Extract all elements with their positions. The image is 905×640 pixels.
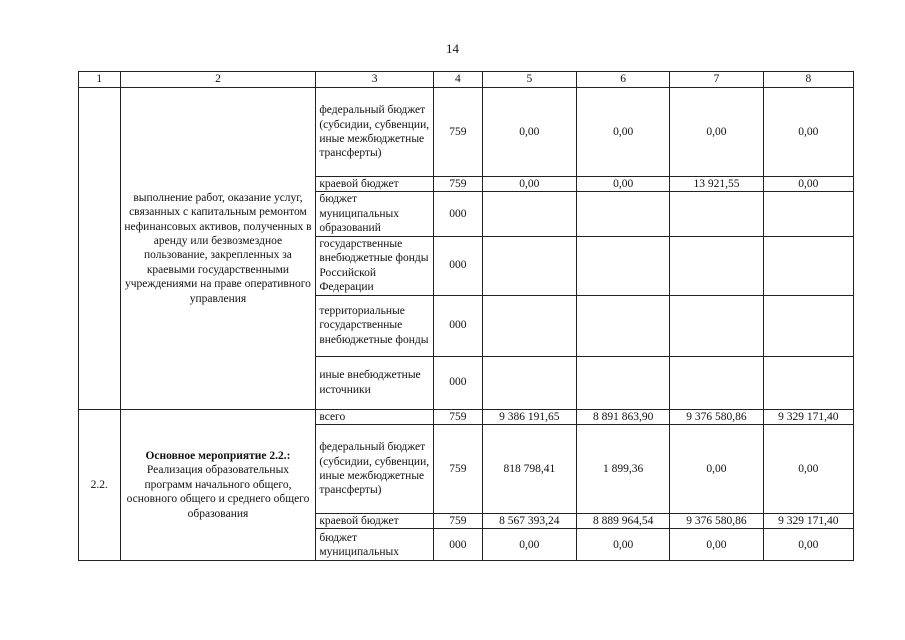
value-col8 [763, 295, 853, 356]
funding-source: федеральный бюджет (субсидии, субвенции, иные межбюджетные трансферты) [316, 425, 434, 514]
value-col8 [763, 356, 853, 409]
header-cell: 6 [577, 72, 670, 88]
budget-code: 759 [434, 88, 483, 177]
header-cell: 7 [670, 72, 763, 88]
value-col5 [482, 192, 576, 236]
value-col7: 9 376 580,86 [670, 514, 763, 529]
funding-source: краевой бюджет [316, 514, 434, 529]
value-col6: 0,00 [577, 177, 670, 192]
page-number: 14 [446, 41, 459, 56]
measure-description: выполнение работ, оказание услуг, связанных с капитальным ремонтом нефинансовых активов, полученных в аренду или безвозмездное пользование, закрепленных за краевыми государственными учреждениями на праве оперативного управления [120, 88, 316, 410]
value-col5 [482, 236, 576, 295]
funding-source: государственные внебюджетные фонды Российской Федерации [316, 236, 434, 295]
budget-code: 759 [434, 514, 483, 529]
header-row [79, 72, 854, 88]
value-col8: 9 329 171,40 [763, 409, 853, 424]
value-col6 [577, 356, 670, 409]
value-col8: 0,00 [763, 177, 853, 192]
value-col6: 0,00 [577, 88, 670, 177]
value-col8: 9 329 171,40 [763, 514, 853, 529]
value-col5: 0,00 [482, 529, 576, 561]
value-col8 [763, 236, 853, 295]
value-col6 [577, 295, 670, 356]
funding-source: территориальные государственные внебюджетные фонды [316, 295, 434, 356]
row-number-cell: 2.2. [79, 409, 121, 561]
value-col8: 0,00 [763, 88, 853, 177]
table-row [79, 409, 854, 424]
budget-code: 000 [434, 529, 483, 561]
value-col7: 9 376 580,86 [670, 409, 763, 424]
funding-source: краевой бюджет [316, 177, 434, 192]
budget-code: 759 [434, 425, 483, 514]
budget-code: 759 [434, 177, 483, 192]
value-col6: 1 899,36 [577, 425, 670, 514]
funding-source: федеральный бюджет (субсидии, субвенции, иные межбюджетные трансферты) [316, 88, 434, 177]
value-col5: 818 798,41 [482, 425, 576, 514]
value-col7 [670, 356, 763, 409]
measure-text: Реализация образовательных программ начального общего, основного общего и среднего общего образования [126, 464, 310, 520]
value-col5: 0,00 [482, 88, 576, 177]
value-col6 [577, 192, 670, 236]
header-cell: 5 [482, 72, 576, 88]
budget-table [78, 71, 854, 561]
value-col7 [670, 192, 763, 236]
budget-code: 000 [434, 192, 483, 236]
value-col7: 0,00 [670, 529, 763, 561]
value-col5: 9 386 191,65 [482, 409, 576, 424]
header-cell: 2 [120, 72, 316, 88]
funding-source: бюджет муниципальных [316, 529, 434, 561]
value-col8 [763, 192, 853, 236]
header-cell: 3 [316, 72, 434, 88]
value-col7 [670, 236, 763, 295]
value-col6: 0,00 [577, 529, 670, 561]
table-row [79, 88, 854, 177]
value-col5 [482, 356, 576, 409]
value-col8: 0,00 [763, 529, 853, 561]
header-cell: 8 [763, 72, 853, 88]
budget-code: 759 [434, 409, 483, 424]
value-col6: 8 891 863,90 [577, 409, 670, 424]
budget-code: 000 [434, 236, 483, 295]
funding-source: всего [316, 409, 434, 424]
budget-code: 000 [434, 356, 483, 409]
value-col6 [577, 236, 670, 295]
value-col8: 0,00 [763, 425, 853, 514]
value-col5 [482, 295, 576, 356]
value-col7: 13 921,55 [670, 177, 763, 192]
value-col7: 0,00 [670, 425, 763, 514]
value-col6: 8 889 964,54 [577, 514, 670, 529]
value-col7 [670, 295, 763, 356]
value-col7: 0,00 [670, 88, 763, 177]
row-number-cell [79, 88, 121, 410]
measure-description [120, 409, 316, 561]
budget-code: 000 [434, 295, 483, 356]
header-cell: 4 [434, 72, 483, 88]
value-col5: 8 567 393,24 [482, 514, 576, 529]
measure-title: Основное мероприятие 2.2.: [145, 450, 291, 463]
value-col5: 0,00 [482, 177, 576, 192]
header-cell: 1 [79, 72, 121, 88]
funding-source: иные внебюджетные источники [316, 356, 434, 409]
funding-source: бюджет муниципальных образований [316, 192, 434, 236]
